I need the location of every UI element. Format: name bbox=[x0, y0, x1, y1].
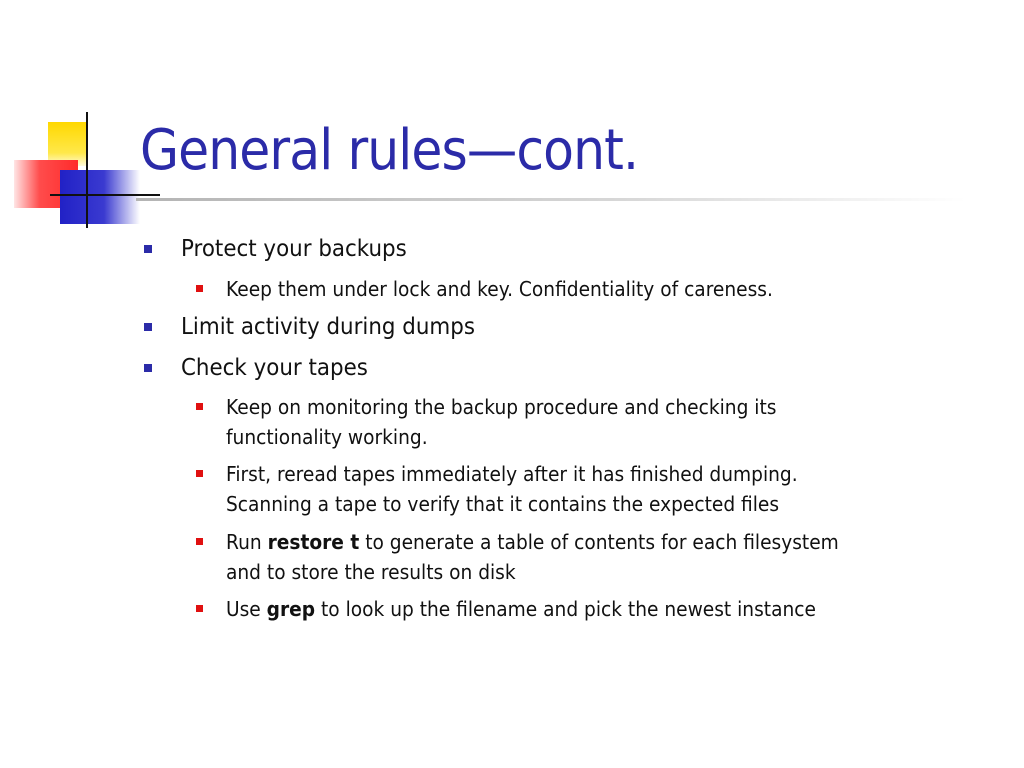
bullet-check-tapes bbox=[181, 353, 382, 383]
subbullet-line: and to store the results on disk bbox=[226, 560, 516, 584]
subbullet-marker bbox=[196, 470, 203, 477]
bullet-marker bbox=[144, 364, 152, 372]
slide-title: General rules—cont. bbox=[140, 118, 639, 183]
subbullet-text bbox=[226, 594, 816, 624]
subbullet-marker bbox=[196, 538, 203, 545]
subbullet-monitoring bbox=[226, 392, 818, 452]
vertical-line bbox=[86, 112, 88, 228]
blue-square bbox=[60, 170, 140, 224]
subbullet-text bbox=[226, 527, 839, 587]
bullet-text: Check your tapes bbox=[181, 355, 368, 381]
subbullet-line: functionality working. bbox=[226, 425, 428, 449]
subbullet-text: Keep them under lock and key. Confidentiality of careness. bbox=[226, 277, 773, 301]
subbullet-lock-and-key bbox=[226, 274, 814, 304]
subbullet-marker bbox=[196, 605, 203, 612]
subbullet-text-post: to generate a table of contents for each filesystem bbox=[359, 530, 839, 554]
subbullet-line: Keep on monitoring the backup procedure and checking its bbox=[226, 395, 777, 419]
title-underline bbox=[136, 198, 966, 201]
subbullet-line: First, reread tapes immediately after it has finished dumping. bbox=[226, 462, 798, 486]
subbullet-restore-t bbox=[226, 527, 885, 587]
horizontal-line bbox=[50, 194, 160, 196]
corner-logo-graphic bbox=[0, 0, 160, 240]
command-restore-t: restore t bbox=[267, 530, 360, 554]
subbullet-text bbox=[226, 392, 776, 452]
bullet-limit-activity bbox=[181, 312, 497, 342]
subbullet-marker bbox=[196, 285, 203, 292]
bullet-text: Limit activity during dumps bbox=[181, 314, 475, 340]
subbullet-text bbox=[226, 459, 798, 519]
subbullet-line: Scanning a tape to verify that it contains the expected files bbox=[226, 492, 780, 516]
subbullet-text-pre: Run bbox=[226, 530, 268, 554]
subbullet-text-post: to look up the filename and pick the newest instance bbox=[315, 597, 816, 621]
subbullet-marker bbox=[196, 403, 203, 410]
bullet-protect-backups bbox=[181, 234, 424, 264]
subbullet-text-pre: Use bbox=[226, 597, 267, 621]
bullet-marker bbox=[144, 245, 152, 253]
bullet-text: Protect your backups bbox=[181, 236, 407, 262]
subbullet-reread-tapes bbox=[226, 459, 841, 519]
command-grep: grep bbox=[266, 597, 316, 621]
subbullet-grep bbox=[226, 594, 860, 624]
bullet-marker bbox=[144, 323, 152, 331]
